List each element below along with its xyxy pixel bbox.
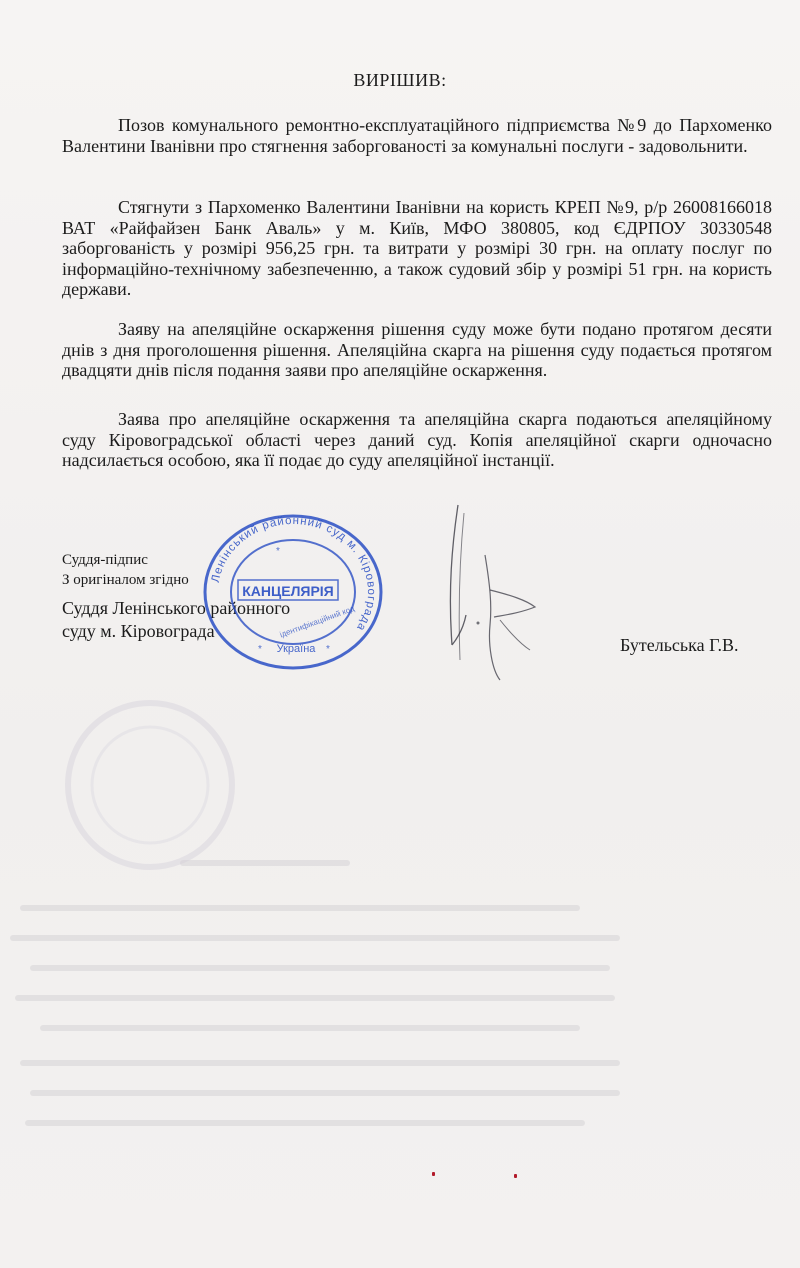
svg-text:*: * <box>326 644 330 655</box>
paragraph-claim-granted: Позов комунального ремонтно-експлуатаційного підприємства №9 до Пархоменко Валентини Іванівни про стягнення заборгованості за комунальні послуги - задовольнити. <box>62 115 772 156</box>
svg-text:ідентифікаційний код: ідентифікаційний код <box>278 603 356 640</box>
judge-court-line1: Суддя Ленінського районного <box>62 598 291 618</box>
copy-certified-label: З оригіналом згідно <box>62 572 189 588</box>
court-stamp <box>198 512 388 672</box>
judge-court-line2: суду м. Кіровограда <box>62 621 215 641</box>
svg-text:Україна: Україна <box>276 643 316 655</box>
judge-name: Бутельська Г.В. <box>620 635 739 655</box>
paragraph-appeal-terms: Заяву на апеляційне оскарження рішення суду може бути подано протягом десяти днів з дня проголошення рішення. Апеляційна скарга на рішення суду подається протягом двадцяти днів після подання заяви про апеляційне оскарження. <box>62 319 772 380</box>
svg-text:КАНЦЕЛЯРІЯ: КАНЦЕЛЯРІЯ <box>242 583 334 599</box>
handwritten-signature <box>430 495 560 685</box>
decision-heading: ВИРІШИВ: <box>353 70 447 90</box>
svg-text:*: * <box>276 546 280 557</box>
paragraph-appeal-filing: Заява про апеляційне оскарження та апеляційна скарга подаються апеляційному суду Кіровоградської області через даний суд. Копія апеляційної скарги одночасно надсилається особою, яка її подає до суду апеляційної інстанції. <box>62 409 772 470</box>
ink-speck <box>514 1174 517 1178</box>
ink-speck <box>432 1172 435 1176</box>
judge-signed-label: Суддя-підпис <box>62 552 148 568</box>
svg-text:*: * <box>258 644 262 655</box>
paragraph-recovery: Стягнути з Пархоменко Валентини Іванівни на користь КРЕП №9, р/р 26008166018 ВАТ «Райфайзен Банк Аваль» у м. Київ, МФО 380805, код ЄДРПОУ 30330548 заборгованість у розмірі 956,25 грн. та витрати у розмірі 30 грн. на оплату послуг по інформаційно-технічному забезпеченню, а також судовий збір у розмірі 51 грн. на користь держави. <box>62 197 772 299</box>
svg-text:Ленінський районний суд м. Кір: Ленінський районний суд м. Кіровограда <box>209 514 378 634</box>
